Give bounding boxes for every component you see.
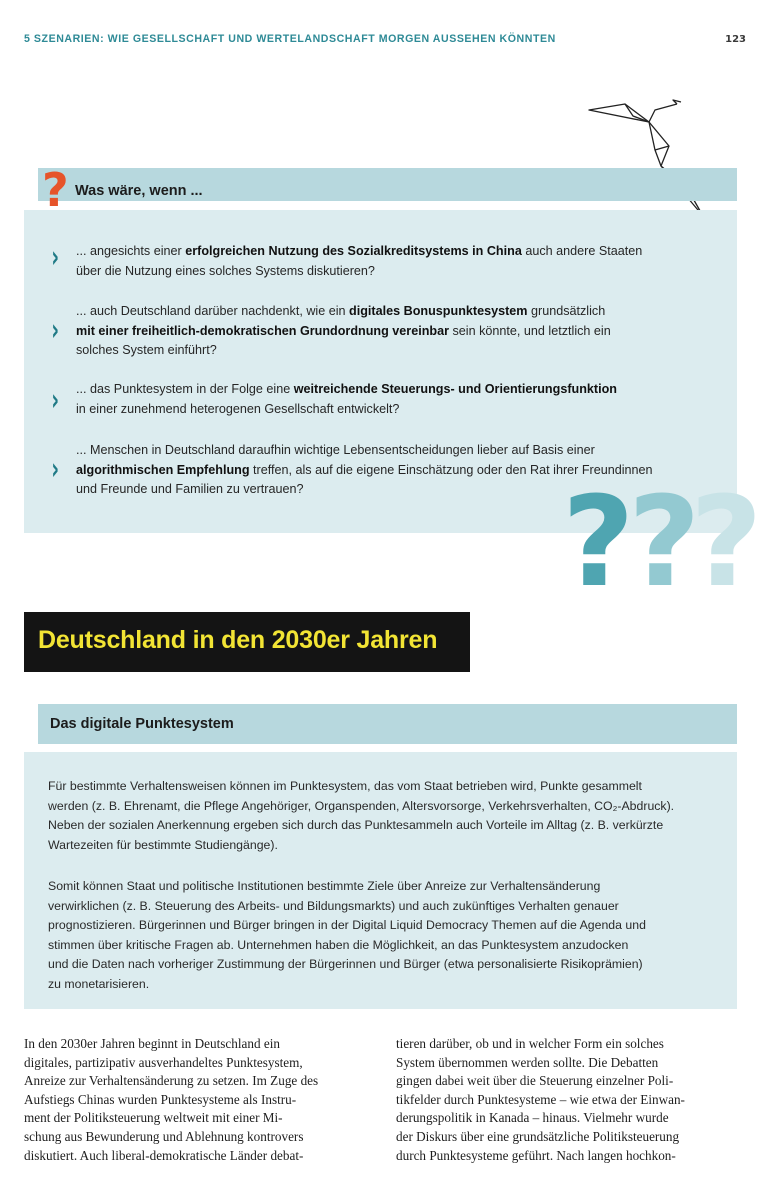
chevron-right-icon: ›: [51, 240, 60, 275]
what-if-title: Was wäre, wenn ...: [75, 183, 203, 199]
question-mark-icon: ?: [628, 470, 701, 615]
emphasis-text: erfolgreichen Nutzung des Sozialkreditsystems in China: [185, 244, 522, 258]
paragraph-line: zu monetarisieren.: [48, 976, 150, 991]
running-title: 5 SZENARIEN: WIE GESELLSCHAFT UND WERTELANDSCHAFT MORGEN AUSSEHEN KÖNNTEN: [24, 33, 556, 45]
bullet-text: in einer zunehmend heterogenen Gesellschaft entwickelt?: [76, 401, 400, 416]
chevron-right-icon: ›: [51, 383, 60, 418]
question-mark-icon: ?: [562, 470, 635, 615]
body-column-left: In den 2030er Jahren beginnt in Deutschland ein digitales, partizipativ ausverhandeltes Punktesystem, Anreize zur Verhaltensänderung zu setzen. Im Zuge des Aufstiegs Chinas wurden Punktesysteme als Instru- ment der Politiksteuerung weltweit mit einer Mi- schung aus Bewunderung und Ablehnung kontrovers diskutiert. Auch liberal-demokratische Länder debat-: [24, 1036, 319, 1163]
paragraph-line: verwirklichen (z. B. Steuerung des Arbeits- und Bildungsmarkts) und auch zukünftiges Verhalten genauer: [48, 898, 619, 913]
running-header: [24, 33, 746, 45]
body-column-right: tieren darüber, ob und in welcher Form ein solches System übernommen werden sollte. Die Debatten gingen dabei weit über die Steuerung einzelner Poli- tikfelder durch Punktesysteme – wie etwa der Einwan- derungspolitik in Kanada – hinaus. Vielmehr wurde der Diskurs über eine grundsätzliche Politiksteuerung durch Punktesysteme geführt. Nach langen hochkon-: [396, 1036, 685, 1163]
section-headline-text: Deutschland in den 2030er Jahren: [38, 626, 438, 654]
question-mark-icon: ?: [690, 470, 763, 615]
bullet-text: solches System einführt?: [76, 343, 217, 357]
paragraph-line: und die Daten nach vorheriger Zustimmung der Bürgerinnen und Bürger (etwa personalisierte Risikoprämien): [48, 957, 643, 971]
paragraph-line: prognostizieren. Bürgerinnen und Bürger bringen in der Digital Liquid Democracy Themen auf die Agenda und: [48, 918, 646, 932]
bullet-text: grundsätzlich: [527, 304, 606, 318]
origami-bird-illustration: [585, 98, 715, 223]
punktesystem-paragraph: [48, 877, 718, 994]
question-mark-icon: ?: [42, 163, 69, 217]
emphasis-text: mit einer freiheitlich-demokratischen Grundordnung vereinbar: [76, 323, 449, 338]
bullet-text: ... das Punktesystem in der Folge eine: [76, 382, 294, 396]
emphasis-text: algorithmischen Empfehlung: [76, 462, 250, 477]
bullet-text: ... angesichts einer: [76, 244, 186, 258]
page-number: 123: [725, 33, 746, 45]
bullet-text: über die Nutzung eines solches Systems diskutieren?: [76, 263, 375, 278]
paragraph-line: werden (z. B. Ehrenamt, die Pflege Angehöriger, Organspenden, Altersvorsorge, Verkehrsverhalten, CO₂-Abdruck).: [48, 798, 675, 813]
paragraph-line: Neben der sozialen Anerkennung ergeben sich durch das Punktesammeln auch Vorteile im Alltag (z. B. verkürzte: [48, 818, 664, 832]
bullet-text: treffen, als auf die eigene Einschätzung oder den Rat ihrer Freundinnen: [249, 462, 653, 477]
what-if-item: [76, 242, 716, 281]
paragraph-line: stimmen über kritische Fragen ab. Unternehmen haben die Möglichkeit, an das Punktesystem anzudocken: [48, 937, 629, 952]
paragraph-line: Wartezeiten für bestimmte Studiengänge).: [48, 837, 278, 852]
bullet-text: sein könnte, und letztlich ein: [449, 323, 611, 338]
what-if-item: [76, 302, 716, 361]
bullet-text: ... Menschen in Deutschland daraufhin wichtige Lebensentscheidungen lieber auf Basis einer: [76, 443, 595, 457]
punktesystem-title: Das digitale Punktesystem: [50, 716, 234, 732]
what-if-item: [76, 380, 716, 419]
paragraph-line: Somit können Staat und politische Institutionen bestimmte Ziele über Anreize zur Verhaltensänderung: [48, 879, 601, 893]
paragraph-line: Für bestimmte Verhaltensweisen können im Punktesystem, das vom Staat betrieben wird, Punkte gesammelt: [48, 779, 642, 793]
chevron-right-icon: ›: [51, 313, 60, 348]
section-headline: [24, 612, 470, 672]
bullet-text: und Freunde und Familien zu vertrauen?: [76, 482, 304, 496]
punktesystem-paragraph: [48, 777, 718, 855]
bullet-text: auch andere Staaten: [521, 244, 643, 258]
bullet-text: ... auch Deutschland darüber nachdenkt, wie ein: [76, 304, 350, 318]
emphasis-text: weitreichende Steuerungs- und Orientierungsfunktion: [293, 382, 617, 396]
chevron-right-icon: ›: [51, 452, 60, 487]
emphasis-text: digitales Bonuspunktesystem: [349, 304, 528, 318]
